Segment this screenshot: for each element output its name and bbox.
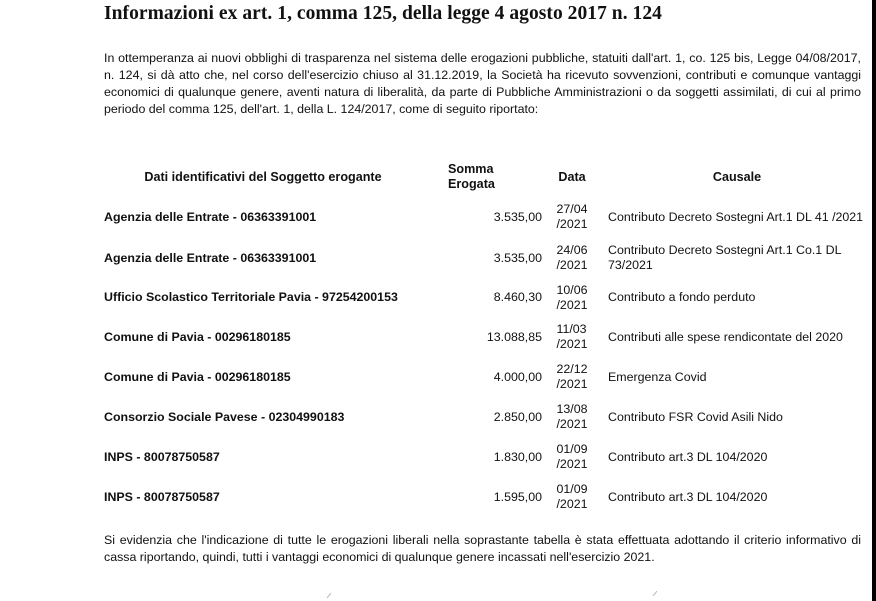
row-date-line2: /2021 bbox=[556, 337, 588, 351]
row-date-line2: /2021 bbox=[556, 297, 588, 312]
row-date-line1: 13/08 bbox=[556, 402, 588, 416]
row-cause: Contributi alle spese rendicontate del 2020 bbox=[608, 329, 843, 344]
row-date bbox=[546, 437, 598, 477]
row-cause: Contributo art.3 DL 104/2020 bbox=[608, 489, 768, 504]
header-date: Data bbox=[558, 169, 586, 184]
row-date bbox=[546, 238, 598, 278]
closing-paragraph: Si evidenzia che l'indicazione di tutte le erogazioni liberali nella soprastante tabella è stata effettuata adottando il criterio informativo di cassa riportando, quindi, tutti i vantaggi economici di qualunque genere incassati nell'esercizio 2021. bbox=[104, 533, 861, 564]
row-cause: Contributo art.3 DL 104/2020 bbox=[608, 449, 768, 464]
row-date-line1: 24/06 bbox=[556, 243, 588, 257]
row-date-line1: 22/12 bbox=[556, 362, 588, 376]
document-title: Informazioni ex art. 1, comma 125, della legge 4 agosto 2017 n. 124 bbox=[104, 3, 662, 24]
row-subject: Agenzia delle Entrate - 06363391001 bbox=[104, 250, 317, 265]
intro-paragraph: In ottemperanza ai nuovi obblighi di trasparenza nel sistema delle erogazioni pubbliche, statuiti dall'art. 1, co. 125 bis, Legge 04/08/2017, n. 124, si dà atto che, nel corso dell'esercizio chiuso al 31.12.2019, la Società ha ricevuto sovvenzioni, contributi e comunque vantaggi economici di qualunque genere, aventi natura di liberalità, da parte di Pubbliche Amministrazioni o da soggetti assimilati, di cui al primo periodo del comma 125, dell'art. 1, della L. 124/2017, come di seguito riportato: bbox=[104, 51, 861, 116]
row-date bbox=[546, 357, 598, 397]
row-subject: Consorzio Sociale Pavese - 02304990183 bbox=[104, 409, 345, 424]
row-date bbox=[546, 397, 598, 437]
row-subject: INPS - 80078750587 bbox=[104, 449, 220, 464]
row-subject: Comune di Pavia - 00296180185 bbox=[104, 329, 291, 344]
row-amount: 2.850,00 bbox=[493, 409, 542, 424]
row-amount: 4.000,00 bbox=[493, 369, 542, 384]
row-date-line2: /2021 bbox=[556, 457, 588, 471]
row-amount: 13.088,85 bbox=[486, 329, 542, 344]
row-amount: 8.460,30 bbox=[493, 290, 542, 304]
table-row bbox=[104, 238, 876, 278]
grants-table bbox=[104, 158, 876, 517]
row-cause: Emergenza Covid bbox=[608, 369, 707, 384]
table-row bbox=[104, 278, 876, 317]
scan-speck bbox=[327, 593, 332, 598]
header-cause: Causale bbox=[712, 169, 762, 184]
row-cause: Contributo FSR Covid Asili Nido bbox=[608, 409, 783, 424]
row-date bbox=[546, 196, 598, 238]
row-cause: Contributo Decreto Sostegni Art.1 DL 41 /2021 bbox=[608, 209, 864, 224]
row-date-line1: 01/09 bbox=[556, 442, 588, 456]
row-date-line2: /2021 bbox=[556, 258, 588, 272]
row-amount: 1.595,00 bbox=[493, 489, 542, 504]
row-date-line1: 10/06 bbox=[556, 282, 588, 297]
table-header-row bbox=[104, 158, 876, 196]
row-cause: Contributo a fondo perduto bbox=[608, 290, 756, 304]
header-amount-line2: Erogata bbox=[448, 177, 495, 191]
header-amount-line1: Somma bbox=[448, 162, 494, 176]
row-date-line1: 27/04 bbox=[556, 202, 588, 216]
row-date-line2: /2021 bbox=[556, 217, 588, 231]
row-date-line1: 11/03 bbox=[556, 322, 587, 336]
header-amount bbox=[432, 158, 546, 196]
row-date-line1: 01/09 bbox=[556, 482, 588, 496]
row-cause: Contributo Decreto Sostegni Art.1 Co.1 DL 73/2021 bbox=[608, 243, 842, 272]
row-subject: Ufficio Scolastico Territoriale Pavia - 97254200153 bbox=[104, 290, 398, 304]
row-date-line2: /2021 bbox=[556, 417, 588, 431]
table-row bbox=[104, 196, 876, 238]
row-date-line2: /2021 bbox=[556, 377, 588, 391]
row-date bbox=[546, 477, 598, 517]
scan-speck bbox=[653, 591, 658, 596]
row-subject: Agenzia delle Entrate - 06363391001 bbox=[104, 209, 317, 224]
row-amount: 3.535,00 bbox=[493, 209, 542, 224]
table-row bbox=[104, 317, 876, 357]
row-amount: 1.830,00 bbox=[493, 449, 542, 464]
table-row bbox=[104, 397, 876, 437]
row-amount: 3.535,00 bbox=[493, 250, 542, 265]
row-subject: INPS - 80078750587 bbox=[104, 489, 220, 504]
row-date-line2: /2021 bbox=[556, 497, 588, 511]
row-subject: Comune di Pavia - 00296180185 bbox=[104, 369, 291, 384]
table-row bbox=[104, 477, 876, 517]
row-date bbox=[546, 278, 598, 317]
header-subject: Dati identificativi del Soggetto erogante bbox=[144, 169, 382, 184]
table-row bbox=[104, 357, 876, 397]
row-date bbox=[546, 317, 598, 357]
table-row bbox=[104, 437, 876, 477]
